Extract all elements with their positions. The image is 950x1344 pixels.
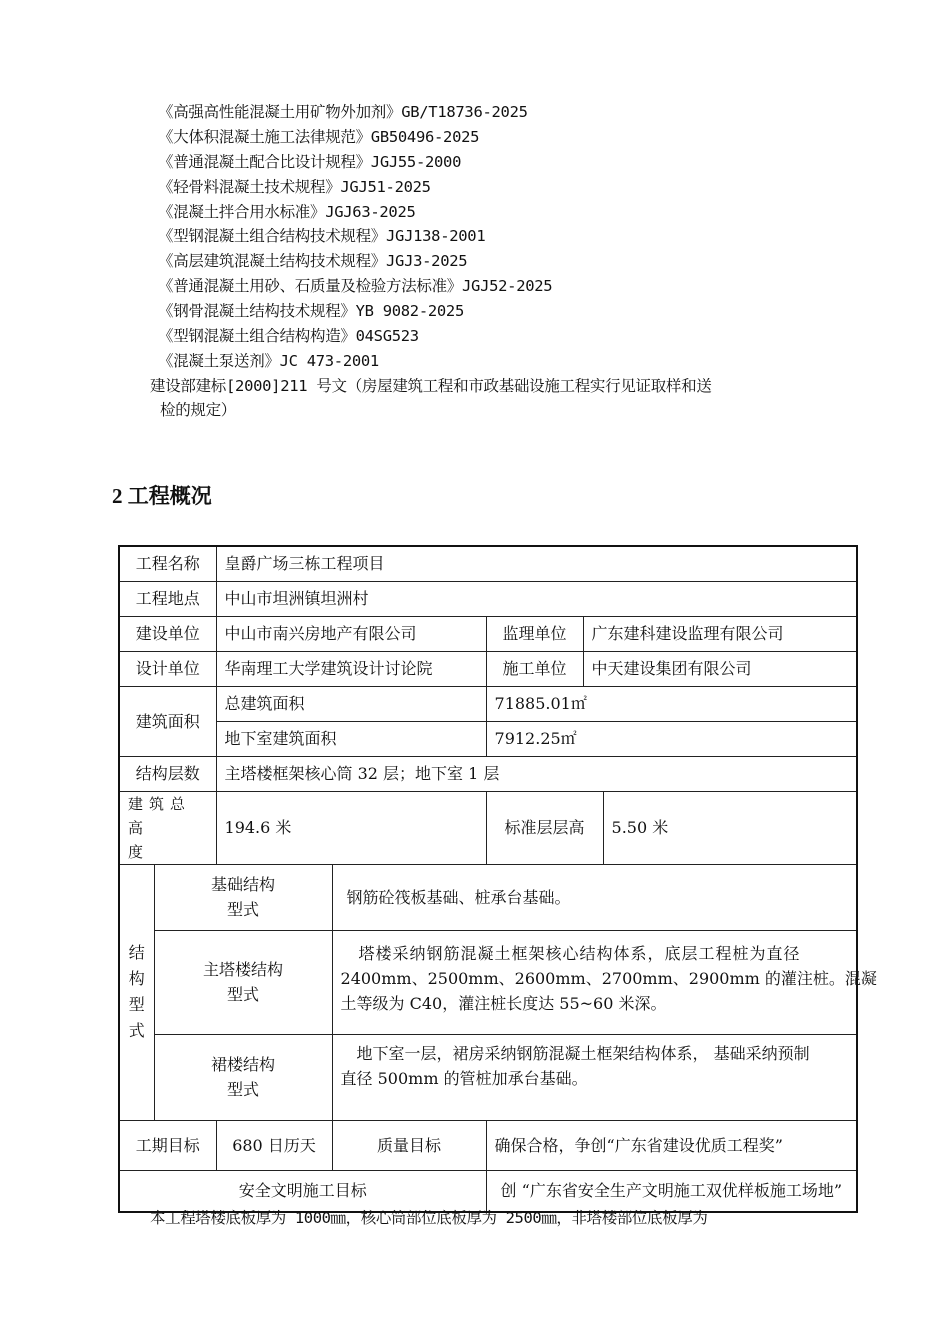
podium-label-line2: 型式 [227, 1080, 260, 1099]
structure-label-char: 构 [128, 969, 145, 988]
foundation-label-line1: 基础结构 [211, 875, 276, 894]
reference-item: 《高层建筑混凝土结构技术规程》JGJ3-2025 [158, 252, 468, 271]
name-value: 皇爵广场三栋工程项目 [216, 546, 857, 581]
table-row [119, 616, 857, 651]
table-row [119, 546, 857, 581]
podium-label [154, 1034, 332, 1120]
table-row [119, 721, 857, 756]
quality-label: 质量目标 [332, 1120, 486, 1170]
reference-long-line1: 建设部建标[2000]211 号文（房屋建筑工程和市政基础设施工程实行见证取样和送 [150, 377, 712, 395]
reference-item: 《普通混凝土用砂、石质量及检验方法标准》JGJ52-2025 [158, 277, 553, 296]
total-area-label: 总建筑面积 [216, 686, 486, 721]
basement-area-value: 7912.25㎡ [486, 721, 857, 756]
table-row [119, 581, 857, 616]
std-height-value: 5.50 米 [603, 791, 857, 864]
foundation-label-line2: 型式 [227, 900, 260, 919]
owner-value: 中山市南兴房地产有限公司 [216, 616, 486, 651]
table-row [119, 791, 857, 864]
tower-label [154, 930, 332, 1034]
reference-item: 《普通混凝土配合比设计规程》JGJ55-2000 [158, 152, 462, 171]
reference-item: 《高强高性能混凝土用矿物外加剂》GB/T18736-2025 [158, 103, 528, 121]
reference-item: 《大体积混凝土施工法律规范》GB50496-2025 [158, 127, 480, 146]
tower-value-line2: 2400mm、2500mm、2600mm、2700mm、2900mm 的灌注桩。混凝 [340, 968, 877, 988]
reference-item: 《混凝土泵送剂》JC 473-2001 [158, 351, 379, 370]
contractor-value: 中天建设集团有限公司 [583, 651, 857, 686]
reference-item: 《型钢混凝土组合结构构造》04SG523 [158, 327, 419, 346]
table-row [119, 1034, 857, 1120]
designer-value: 华南理工大学建筑设计讨论院 [216, 651, 486, 686]
structure-label [119, 864, 154, 1120]
location-value: 中山市坦洲镇坦洲村 [216, 581, 857, 616]
height-value: 194.6 米 [216, 791, 486, 864]
height-label [119, 791, 216, 864]
std-height-label: 标准层层高 [486, 791, 603, 864]
tower-value-line3: 土等级为 C40，灌注桩长度达 55~60 米深。 [340, 993, 667, 1013]
podium-value-line2: 直径 500mm 的管桩加承台基础。 [340, 1068, 588, 1088]
table-row [119, 651, 857, 686]
structure-label-char: 式 [128, 1021, 145, 1040]
reference-list [158, 100, 878, 374]
reference-item: 《混凝土拌合用水标准》JGJ63-2025 [158, 202, 416, 221]
area-label: 建筑面积 [119, 686, 216, 756]
reference-item: 《钢骨混凝土结构技术规程》YB 9082-2025 [158, 302, 464, 321]
structure-label-char: 结 [128, 943, 145, 962]
quality-value: 确保合格，争创“广东省建设优质工程奖” [486, 1120, 857, 1170]
floors-value: 主塔楼框架核心筒 32 层；地下室 1 层 [216, 756, 857, 791]
supervisor-label: 监理单位 [486, 616, 583, 651]
safety-label: 安全文明施工目标 [119, 1170, 486, 1212]
location-label: 工程地点 [119, 581, 216, 616]
height-label-line2: 度 [128, 842, 150, 861]
podium-value-line1: 地下室一层，裙房采纳钢筋混凝土框架结构体系， 基础采纳预制 [356, 1043, 810, 1063]
reference-long-line2: 检的规定） [160, 401, 237, 419]
body-paragraph: 本工程塔楼底板厚为 1000㎜，核心筒部位底板厚为 2500㎜，非塔楼部位底板厚为 [150, 1209, 708, 1227]
table-row [119, 864, 857, 930]
owner-label: 建设单位 [119, 616, 216, 651]
safety-value: 创 “广东省安全生产文明施工双优样板施工场地” [486, 1170, 857, 1212]
foundation-label [154, 864, 332, 930]
reference-item: 《型钢混凝土组合结构技术规程》JGJ138-2001 [158, 227, 486, 246]
height-label-line1: 建筑总高 [128, 794, 192, 837]
tower-value [332, 930, 877, 1034]
structure-label-char: 型 [128, 995, 145, 1014]
period-label: 工期目标 [119, 1120, 216, 1170]
floors-label: 结构层数 [119, 756, 216, 791]
tower-label-line2: 型式 [227, 985, 260, 1004]
table-row [119, 686, 857, 721]
name-label: 工程名称 [119, 546, 216, 581]
basement-area-label: 地下室建筑面积 [216, 721, 486, 756]
total-area-value: 71885.01㎡ [486, 686, 857, 721]
foundation-value: 钢筋砼筏板基础、桩承台基础。 [332, 864, 857, 930]
period-value: 680 日历天 [216, 1120, 332, 1170]
tower-label-line1: 主塔楼结构 [203, 960, 284, 979]
podium-label-line1: 裙楼结构 [211, 1055, 276, 1074]
reference-item-long [150, 374, 870, 422]
table-row [119, 756, 857, 791]
section-title: 2 工程概况 [112, 484, 212, 508]
table-row [119, 930, 857, 1034]
podium-value [332, 1034, 857, 1120]
contractor-label: 施工单位 [486, 651, 583, 686]
project-overview-table [118, 545, 877, 1213]
designer-label: 设计单位 [119, 651, 216, 686]
tower-value-line1: 塔楼采纳钢筋混凝土框架核心结构体系，底层工程桩为直径 [358, 943, 801, 963]
supervisor-value: 广东建科建设监理有限公司 [583, 616, 857, 651]
table-row [119, 1120, 857, 1170]
reference-item: 《轻骨料混凝土技术规程》JGJ51-2025 [158, 177, 431, 196]
